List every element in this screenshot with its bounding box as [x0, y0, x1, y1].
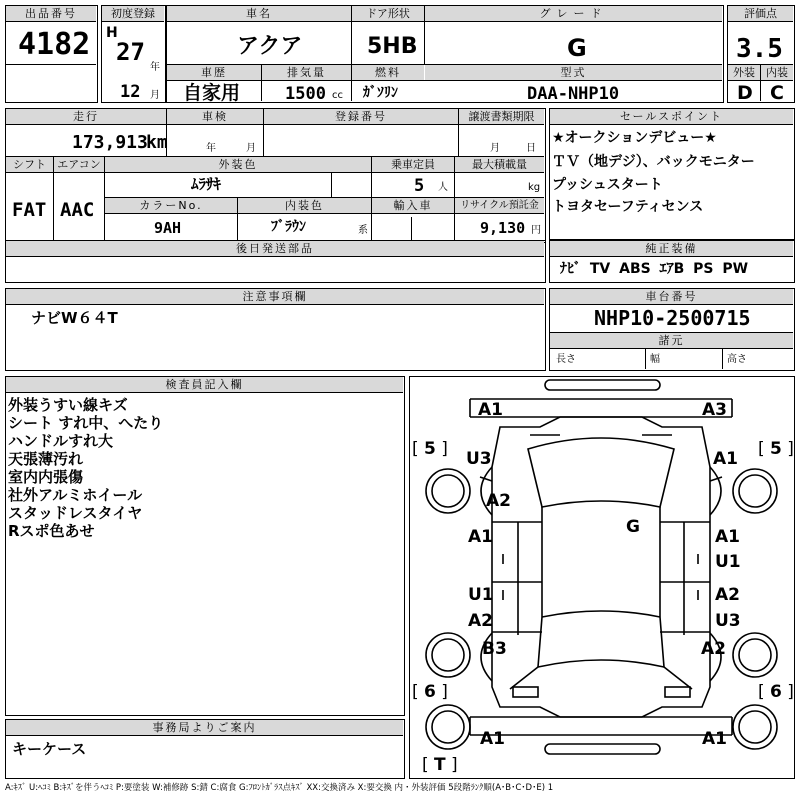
genuine-equipment-list: ﾅﾋﾞ TV ABS ｴｱB PS PW — [560, 261, 749, 277]
color-no-header: カラーNo. — [105, 198, 237, 213]
chassis-number-header: 車台番号 — [550, 289, 793, 304]
inspector-note-2: シート すれ中、へたり — [8, 414, 164, 432]
max-load-unit: kg — [528, 182, 541, 193]
month-unit: 月 — [150, 90, 160, 101]
grade: G — [567, 34, 587, 62]
car-diagram — [409, 376, 795, 779]
history-header: 車歴 — [167, 65, 261, 80]
inspector-notes-cell — [5, 376, 405, 716]
sales-point-2: ＴＶ（地デジ）、バックモニター — [552, 154, 755, 170]
exterior-score: D — [737, 82, 753, 104]
sales-point-4: トヨタセーフティセンス — [552, 199, 704, 215]
inspector-note-1: 外装うすい線キズ — [8, 396, 128, 414]
aircon-type: AAC — [60, 199, 95, 221]
fuel-header: 燃料 — [352, 65, 424, 80]
damage-windshield: G — [626, 517, 640, 537]
chassis-number: NHP10-2500715 — [594, 306, 751, 330]
shift-type: FAT — [12, 199, 47, 221]
tire-front-left: [ 5 ] — [412, 439, 448, 459]
damage-left-rear-door-u: U1 — [468, 585, 494, 605]
width-label: 幅 — [650, 354, 660, 365]
interior-color-value: ﾌﾞﾗｳﾝ — [271, 219, 306, 235]
chassis-cell — [549, 288, 795, 371]
max-load-header: 最大積載量 — [455, 157, 544, 172]
transfer-deadline-header: 譲渡書類期限 — [459, 109, 544, 124]
shift-header: シフト — [6, 157, 53, 172]
interior-color-header: 内装色 — [238, 198, 371, 213]
tire-rear-right: [ 6 ] — [758, 682, 794, 702]
door-type: 5HB — [367, 34, 418, 59]
first-registration-header: 初度登録 — [102, 6, 164, 21]
damage-front-right: A3 — [702, 400, 727, 420]
grade-header: グレード — [425, 6, 722, 21]
inspector-note-4: 天張薄汚れ — [8, 450, 84, 468]
legend-text: A:ｷｽﾞ U:ﾍｺﾐ B:ｷｽﾞを伴うﾍｺﾐ P:要塗装 W:補修跡 S:錆 C:腐食 G:ﾌﾛﾝﾄｶﾞﾗｽ点ｷｽﾞ XX:交換済み X:要交換 内・外装評価 5段階ﾗﾝｸ順(A･B･C･D･E) 1 — [5, 783, 554, 793]
vehicle-history: 自家用 — [183, 82, 241, 104]
damage-rear-left: A1 — [480, 729, 505, 749]
era-label: H — [106, 25, 118, 41]
damage-right-front-door-a: A1 — [715, 527, 740, 547]
lot-number-header: 出品番号 — [6, 6, 96, 21]
capacity-unit: 人 — [438, 182, 448, 193]
damage-right-rear-door-a: A2 — [715, 585, 740, 605]
inspector-note-6: 社外アルミホイール — [8, 486, 143, 504]
height-label: 高さ — [727, 354, 747, 365]
recycle-fee-header: リサイクル預託金 — [455, 198, 544, 213]
damage-right-front-door-u: U1 — [715, 552, 741, 572]
inspector-note-3: ハンドルすれ大 — [8, 432, 114, 450]
displacement-value: 1500 — [285, 84, 326, 104]
damage-rear-right: A1 — [702, 729, 727, 749]
year-unit: 年 — [150, 62, 160, 73]
recycle-fee-value: 9,130 — [480, 219, 526, 237]
lot-number: 4182 — [18, 27, 91, 62]
office-notes-cell — [5, 719, 405, 779]
interior-color-unit: 系 — [358, 225, 368, 236]
interior-score-header: 内装 — [761, 65, 793, 80]
inspection-header: 車検 — [167, 109, 263, 124]
length-label: 長さ — [556, 354, 576, 365]
mileage-unit: km — [146, 132, 168, 153]
mileage-header: 走行 — [6, 109, 166, 124]
damage-right-rear-door-u: U3 — [715, 611, 741, 631]
damage-left-quarter: B3 — [482, 639, 507, 659]
inspector-note-5: 室内内張傷 — [8, 468, 84, 486]
aircon-header: エアコン — [54, 157, 104, 172]
capacity-header: 乗車定員 — [372, 157, 454, 172]
sales-points-cell — [549, 108, 795, 240]
overall-score: 3.5 — [736, 34, 783, 64]
tire-front-right: [ 5 ] — [758, 439, 794, 459]
office-notes-text: キーケース — [12, 740, 87, 758]
car-info-block — [166, 5, 724, 103]
registration-number-header: 登録番号 — [264, 109, 458, 124]
import-header: 輸入車 — [372, 198, 454, 213]
fuel-type: ｶﾞｿﾘﾝ — [363, 85, 398, 101]
tire-rear-left: [ 6 ] — [412, 682, 448, 702]
deadline-day-unit: 日 — [526, 143, 536, 154]
inspection-month-unit: 月 — [246, 143, 256, 154]
notes-header: 注意事項欄 — [6, 289, 544, 304]
door-type-header: ドア形状 — [352, 6, 424, 21]
exterior-color-value: ﾑﾗｻｷ — [191, 175, 222, 193]
notes-text: ナビW６４T — [31, 309, 118, 327]
first-registration-cell — [101, 5, 166, 103]
damage-hood-left: A2 — [486, 491, 511, 511]
exterior-score-header: 外装 — [728, 65, 760, 80]
mileage-value: 173,913 — [72, 132, 148, 153]
inspector-note-8: Rスポ色あせ — [8, 522, 95, 540]
lot-number-cell — [5, 5, 98, 103]
later-parts-cell — [5, 240, 546, 283]
interior-score: C — [770, 82, 784, 104]
inspector-note-7: スタッドレスタイヤ — [8, 504, 143, 522]
damage-left-fender: U3 — [466, 449, 492, 469]
damage-left-rear-door-a: A2 — [468, 611, 493, 631]
dimensions-header: 諸元 — [550, 333, 793, 348]
score-cell — [727, 5, 795, 103]
displacement-header: 排気量 — [262, 65, 351, 80]
genuine-equipment-cell — [549, 240, 795, 283]
damage-front-left: A1 — [478, 400, 503, 420]
car-outline-drawing — [410, 377, 793, 777]
later-parts-header: 後日発送部品 — [6, 241, 544, 256]
office-notes-header: 事務局よりご案内 — [6, 720, 403, 735]
displacement-unit: cc — [332, 90, 343, 101]
color-number: 9AH — [154, 219, 182, 237]
car-name-header: 車名 — [167, 6, 351, 21]
model-code: DAA-NHP10 — [527, 84, 620, 104]
damage-right-fender: A1 — [713, 449, 738, 469]
deadline-month-unit: 月 — [490, 143, 500, 154]
capacity-value: 5 — [414, 176, 425, 196]
inspection-year-unit: 年 — [206, 143, 216, 154]
recycle-fee-unit: 円 — [531, 225, 541, 236]
sales-point-1: ★オークションデビュー★ — [552, 130, 717, 146]
sales-points-header: セールスポイント — [550, 109, 793, 124]
car-name: アクア — [237, 34, 303, 59]
vehicle-detail-block — [5, 108, 546, 243]
damage-left-front-door: A1 — [468, 527, 493, 547]
inspector-notes-header: 検査員記入欄 — [6, 377, 403, 392]
damage-right-quarter: A2 — [701, 639, 726, 659]
model-code-header: 型式 — [425, 65, 722, 80]
first-registration-year: 27 — [116, 38, 145, 66]
genuine-equipment-header: 純正装備 — [550, 241, 793, 256]
score-header: 評価点 — [728, 6, 793, 21]
trunk-tire: [ T ] — [422, 755, 458, 775]
exterior-color-header: 外装色 — [105, 157, 371, 172]
first-registration-month: 12 — [120, 82, 141, 102]
sales-point-3: プッシュスタート — [552, 177, 663, 193]
notes-cell — [5, 288, 546, 371]
